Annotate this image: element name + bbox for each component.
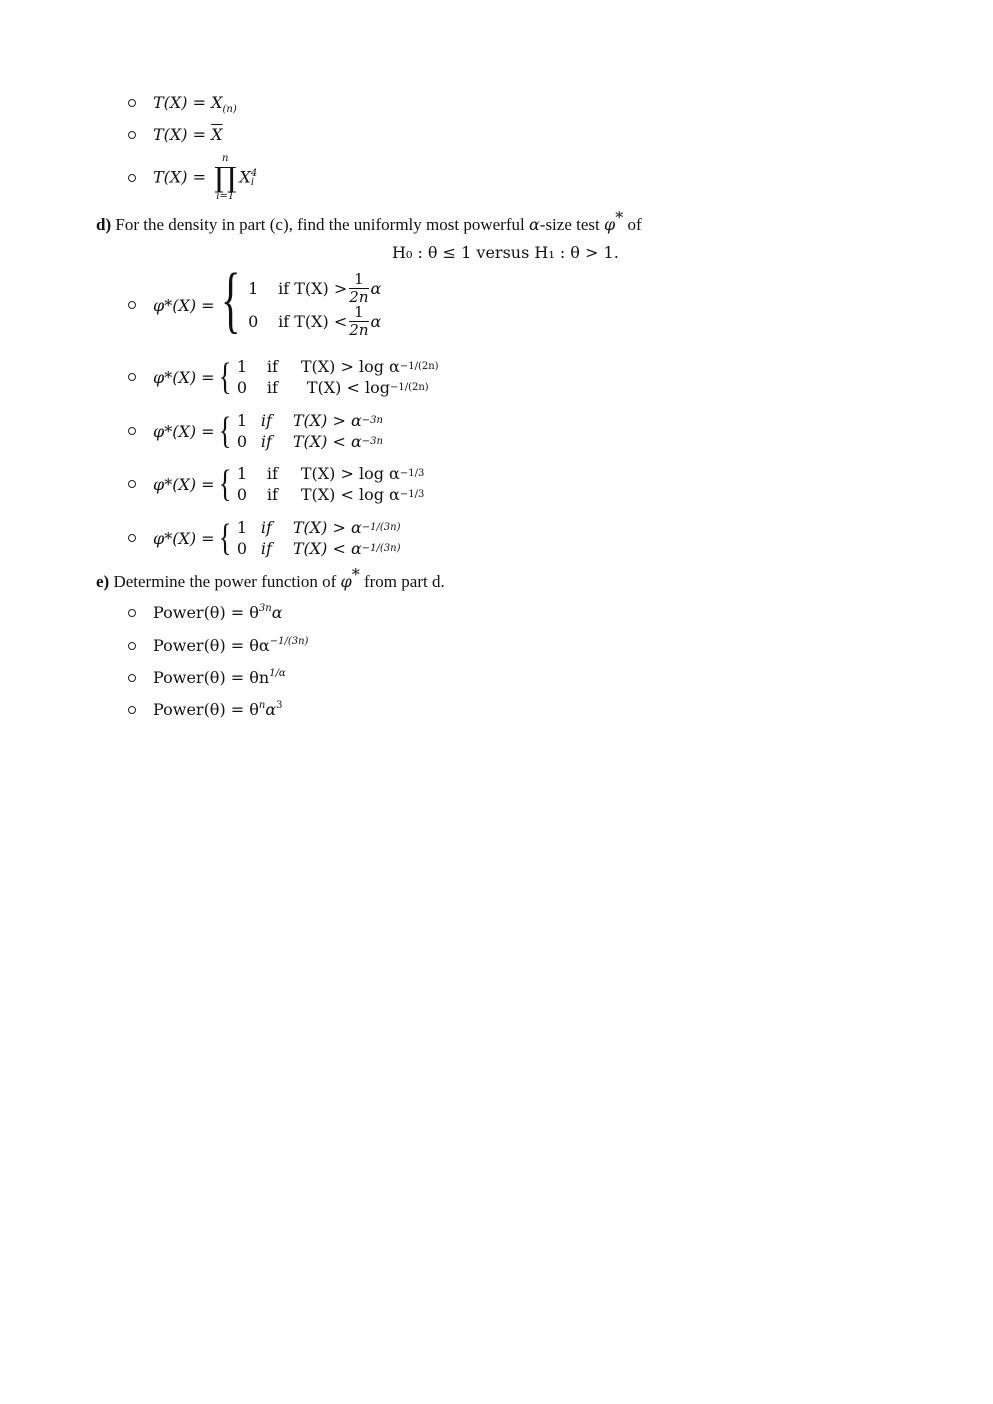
option-e-4[interactable] — [128, 700, 283, 719]
option-c-2[interactable] — [128, 125, 223, 144]
radio-button[interactable] — [128, 480, 136, 488]
radio-button[interactable] — [128, 131, 136, 139]
question-d: d) For the density in part (c), find the uniformly most powerful α-size test φ* of — [96, 208, 642, 234]
radio-button[interactable] — [128, 373, 136, 381]
piecewise-cases: 1 if T(X) > log α −1/3 0 if T(X) < log α −1/3 — [236, 464, 425, 504]
option-formula: Power(θ) = $\theta\alpha^{-1/(3n)}$ — [153, 636, 309, 655]
option-e-3[interactable] — [128, 668, 286, 687]
phi-lhs: φ*(X) = — [153, 295, 215, 315]
phi-lhs: φ*(X) = — [153, 528, 215, 548]
left-brace: { — [218, 356, 232, 398]
phi-lhs: φ*(X) = — [153, 367, 215, 387]
option-formula: $T(X) = X_{(n)}$ — [153, 93, 237, 115]
option-formula: Power(θ) = $\theta n^{1/\alpha}$ — [153, 668, 286, 687]
radio-button[interactable] — [128, 174, 136, 182]
option-formula: Power(θ) = $\theta^{3n}\alpha$ — [153, 603, 283, 622]
option-c-3[interactable] — [128, 153, 257, 203]
option-formula: $T(X) = \overline{X}$ — [153, 125, 223, 144]
radio-button[interactable] — [128, 642, 136, 650]
product-operator: n ∏ i=1 — [214, 153, 237, 202]
question-e: e) Determine the power function of φ* from part d. — [96, 565, 445, 591]
radio-button[interactable] — [128, 609, 136, 617]
left-brace: { — [218, 410, 232, 452]
left-brace: { — [218, 517, 232, 559]
radio-button[interactable] — [128, 706, 136, 714]
radio-button[interactable] — [128, 427, 136, 435]
phi-lhs: φ*(X) = — [153, 474, 215, 494]
option-formula: Power(θ) = $\theta^n\alpha^3$ — [153, 700, 283, 719]
option-formula: T(X) = n ∏ i=1 X 4 i — [153, 153, 258, 202]
piecewise-cases: 1 if T(X) > α −1/(3n) 0 if T(X) < α −1/(3n) — [236, 518, 401, 558]
option-d-1[interactable] — [128, 259, 382, 341]
piecewise-cases: 1 if T(X) > log α −1/(2n) 0 if T(X) < log −1/(2n) — [236, 357, 439, 397]
option-d-3[interactable] — [128, 410, 383, 452]
option-c-1[interactable] — [128, 93, 237, 115]
radio-button[interactable] — [128, 674, 136, 682]
radio-button[interactable] — [128, 99, 136, 107]
option-d-4[interactable] — [128, 463, 424, 505]
piecewise-cases: 1 if T(X) > α −3n 0 if T(X) < α −3n — [236, 411, 383, 451]
hypothesis-statement: H₀ : θ ≤ 1 versus H₁ : θ > 1. — [392, 243, 619, 262]
left-brace: { — [218, 463, 232, 505]
option-e-1[interactable] — [128, 603, 283, 622]
radio-button[interactable] — [128, 301, 136, 309]
option-d-5[interactable] — [128, 517, 400, 559]
phi-lhs: φ*(X) = — [153, 421, 215, 441]
piecewise-cases: 1 if T(X) > $\frac{1}{2n}$ α 0 if T(X) < $\frac{1}{2n}$ α — [248, 270, 382, 339]
radio-button[interactable] — [128, 534, 136, 542]
option-d-2[interactable] — [128, 356, 439, 398]
left-brace: { — [220, 259, 241, 341]
option-e-2[interactable] — [128, 636, 308, 655]
